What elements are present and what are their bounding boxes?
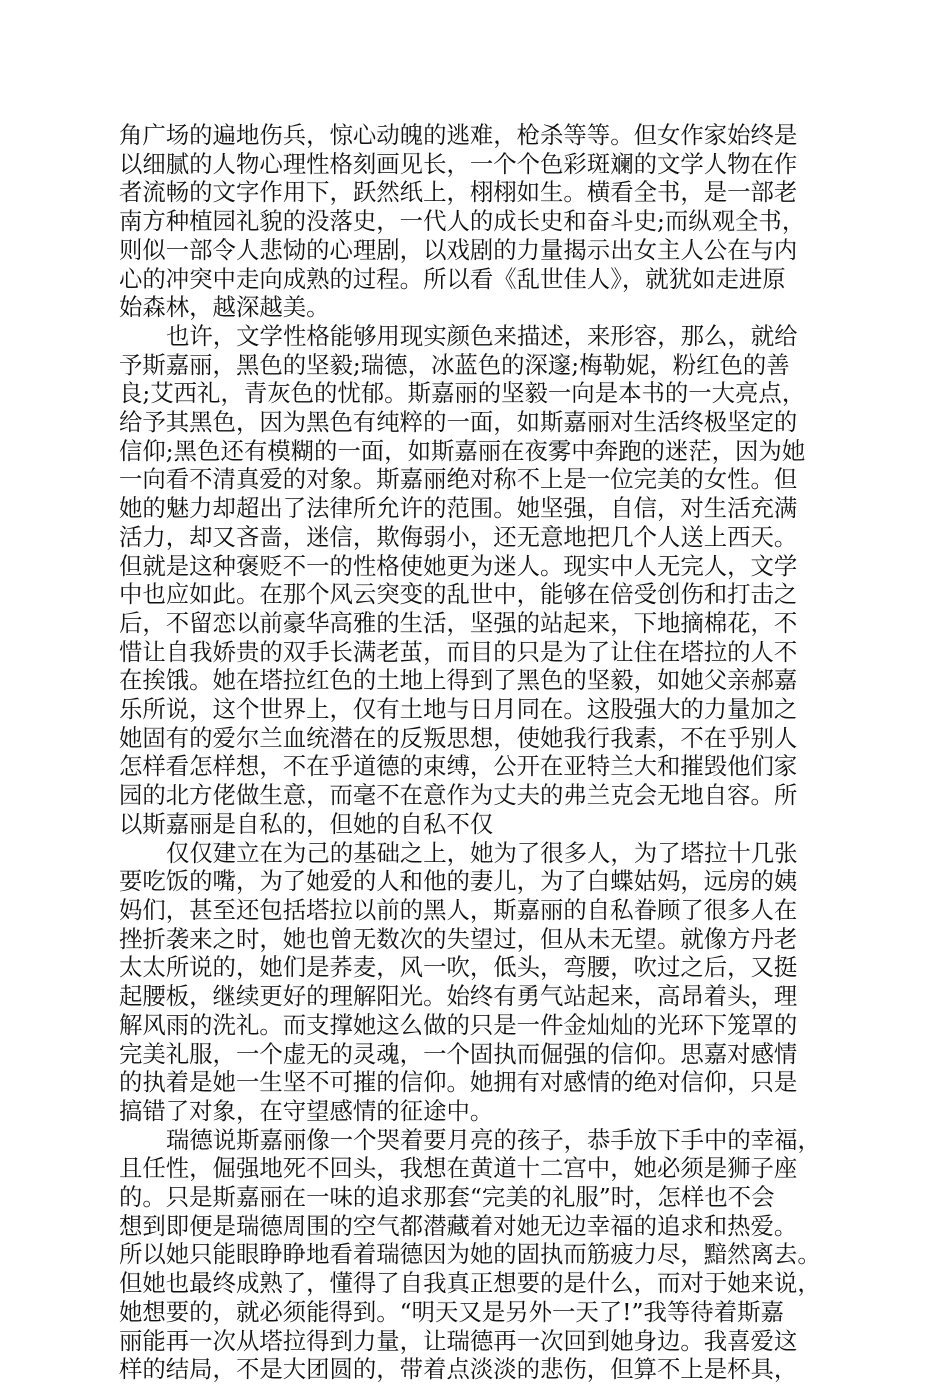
text-line: 乐所说，这个世界上，仅有土地与日月同在。这股强大的力量加之	[119, 695, 798, 724]
text-line: 想到即便是瑞德周围的空气都潜藏着对她无边幸福的追求和热爱。	[119, 1211, 798, 1240]
text-line: 且任性，倔强地死不回头，我想在黄道十二宫中，她必须是狮子座	[119, 1154, 798, 1183]
text-line: 仅仅建立在为己的基础之上，她为了很多人，为了塔拉十几张	[166, 838, 798, 867]
text-line: 以斯嘉丽是自私的，但她的自私不仅	[119, 809, 494, 838]
text-line: 妈们，甚至还包括塔拉以前的黑人，斯嘉丽的自私眷顾了很多人在	[119, 895, 798, 924]
text-line: 怎样看怎样想，不在乎道德的束缚，公开在亚特兰大和摧毁他们家	[119, 752, 798, 781]
text-line: 予斯嘉丽，黑色的坚毅;瑞德，冰蓝色的深邃;梅勒妮，粉红色的善	[119, 350, 790, 379]
document-body	[119, 121, 831, 1384]
text-line: 在挨饿。她在塔拉红色的土地上得到了黑色的坚毅，如她父亲郝嘉	[119, 666, 798, 695]
text-line: 她固有的爱尔兰血统潜在的反叛思想，使她我行我素，不在乎别人	[119, 723, 798, 752]
text-line: 中也应如此。在那个风云突变的乱世中，能够在倍受创伤和打击之	[119, 580, 798, 609]
text-line: 瑞德说斯嘉丽像一个哭着要月亮的孩子，恭手放下手中的幸福，	[166, 1125, 821, 1154]
text-line: 所以她只能眼睁睁地看着瑞德因为她的固执而筋疲力尽，黯然离去。	[119, 1240, 821, 1269]
text-line: 但她也最终成熟了，懂得了自我真正想要的是什么，而对于她来说，	[119, 1269, 821, 1298]
text-line: 园的北方佬做生意，而毫不在意作为丈夫的弗兰克会无地自容。所	[119, 781, 798, 810]
paragraph	[119, 322, 831, 839]
text-line: 后，不留恋以前豪华高雅的生活，坚强的站起来，下地摘棉花，不	[119, 608, 798, 637]
text-line: 起腰板，继续更好的理解阳光。始终有勇气站起来，高昂着头，理	[119, 982, 798, 1011]
text-line: 搞错了对象，在守望感情的征途中。	[119, 1096, 494, 1125]
text-line: 她想要的，就必须能得到。“明天又是另外一天了!”我等待着斯嘉	[119, 1297, 784, 1326]
text-line: 太太所说的，她们是荞麦，风一吹，低头，弯腰，吹过之后，又挺	[119, 953, 798, 982]
text-line: 惜让自我娇贵的双手长满老茧，而目的只是为了让住在塔拉的人不	[119, 637, 798, 666]
text-line: 但就是这种褒贬不一的性格使她更为迷人。现实中人无完人，文学	[119, 551, 798, 580]
text-line: 的。只是斯嘉丽在一味的追求那套“完美的礼服”时，怎样也不会	[119, 1183, 775, 1212]
text-line: 要吃饭的嘴，为了她爱的人和他的妻儿，为了白蝶姑妈，远房的姨	[119, 867, 798, 896]
text-line: 她的魅力却超出了法律所允许的范围。她坚强，自信，对生活充满	[119, 494, 798, 523]
paragraph	[119, 839, 831, 1126]
text-line: 心的冲突中走向成熟的过程。所以看《乱世佳人》，就犹如走进原	[119, 264, 786, 293]
text-line: 一向看不清真爱的对象。斯嘉丽绝对称不上是一位完美的女性。但	[119, 465, 798, 494]
text-line: 完美礼服，一个虚无的灵魂，一个固执而倔强的信仰。思嘉对感情	[119, 1039, 798, 1068]
text-line: 则似一部令人悲恸的心理剧，以戏剧的力量揭示出女主人公在与内	[119, 235, 798, 264]
text-line: 南方种植园礼貌的没落史，一代人的成长史和奋斗史;而纵观全书，	[119, 207, 806, 236]
paragraph	[119, 121, 831, 322]
text-line: 者流畅的文字作用下，跃然纸上，栩栩如生。横看全书，是一部老	[119, 178, 798, 207]
text-line: 样的结局，不是大团圆的，带着点淡淡的悲伤，但算不上是杯具，	[119, 1355, 798, 1384]
text-line: 丽能再一次从塔拉得到力量，让瑞德再一次回到她身边。我喜爱这	[119, 1326, 798, 1355]
text-line: 信仰;黑色还有模糊的一面，如斯嘉丽在夜雾中奔跑的迷茫，因为她	[119, 436, 806, 465]
text-line: 的执着是她一生坚不可摧的信仰。她拥有对感情的绝对信仰，只是	[119, 1068, 798, 1097]
text-line: 始森林，越深越美。	[119, 293, 330, 322]
text-line: 挫折袭来之时，她也曾无数次的失望过，但从未无望。就像方丹老	[119, 924, 798, 953]
text-line: 给予其黑色，因为黑色有纯粹的一面，如斯嘉丽对生活终极坚定的	[119, 408, 798, 437]
text-line: 活力，却又吝啬，迷信，欺侮弱小，还无意地把几个人送上西天。	[119, 522, 798, 551]
paragraph	[119, 1126, 831, 1384]
text-line: 以细腻的人物心理性格刻画见长，一个个色彩斑斓的文学人物在作	[119, 149, 798, 178]
text-line: 解风雨的洗礼。而支撑她这么做的只是一件金灿灿的光环下笼罩的	[119, 1010, 798, 1039]
text-line: 也许，文学性格能够用现实颜色来描述，来形容，那么，就给	[166, 321, 798, 350]
text-line: 良;艾西礼，青灰色的忧郁。斯嘉丽的坚毅一向是本书的一大亮点，	[119, 379, 806, 408]
text-line: 角广场的遍地伤兵，惊心动魄的逃难，枪杀等等。但女作家始终是	[119, 121, 798, 149]
